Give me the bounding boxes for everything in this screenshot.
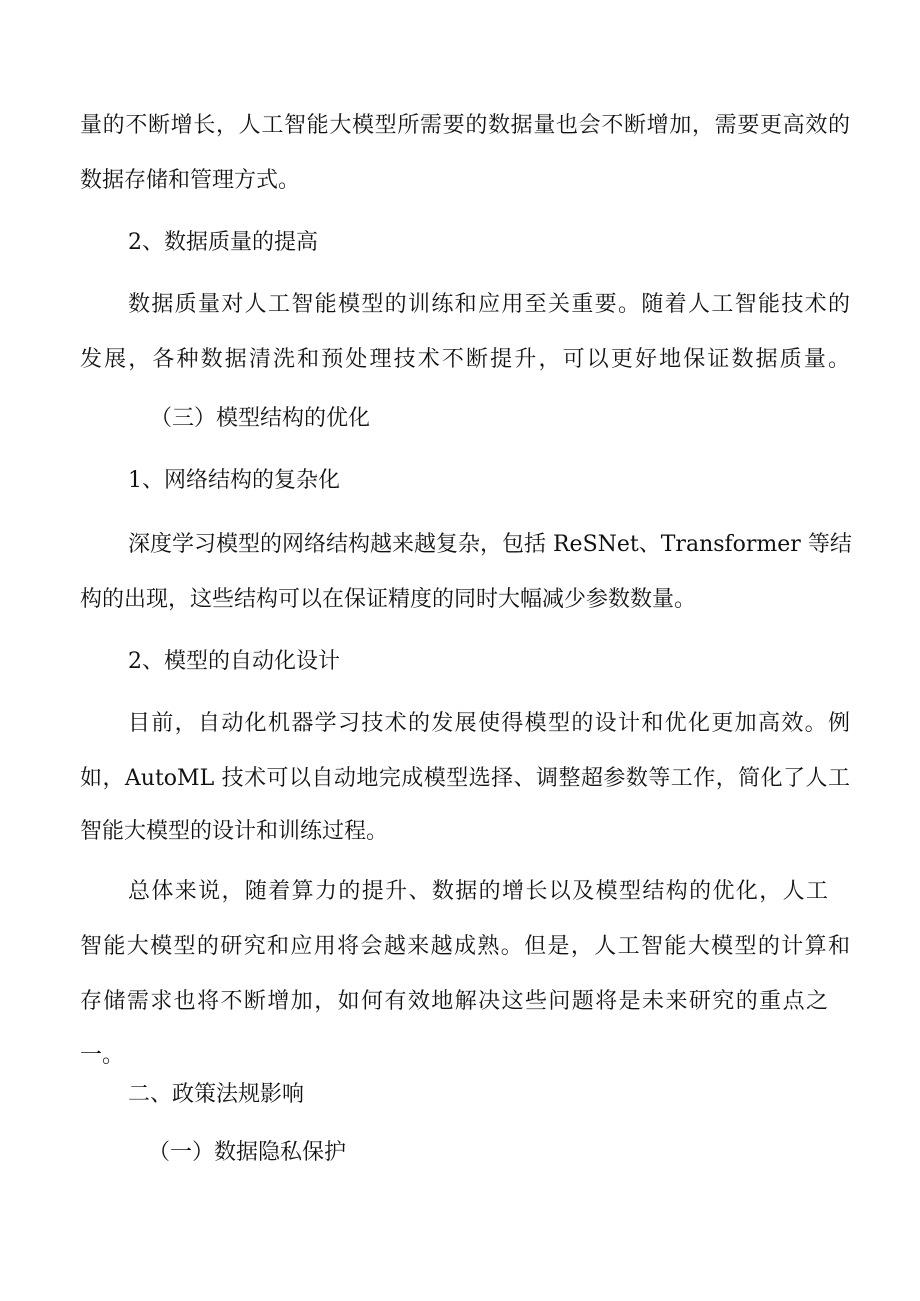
subsection-heading: （三）模型结构的优化 [150,406,371,431]
paragraph-line: 数据存储和管理方式。 [80,168,301,193]
paragraph-line: 目前，自动化机器学习技术的发展使得模型的设计和优化更加高效。例 [128,711,850,736]
paragraph-line: 如，AutoML 技术可以自动地完成模型选择、调整超参数等工作，简化了人工 [80,766,850,791]
section-heading: 1、网络结构的复杂化 [128,468,340,493]
paragraph-line: 智能大模型的研究和应用将会越来越成熟。但是，人工智能大模型的计算和 [80,934,850,959]
section-heading: 2、数据质量的提高 [128,230,318,255]
section-heading: 2、模型的自动化设计 [128,649,340,674]
paragraph-line: 发展，各种数据清洗和预处理技术不断提升，可以更好地保证数据质量。 [80,347,850,372]
paragraph-line: 智能大模型的设计和训练过程。 [80,819,389,844]
paragraph-line: 一。 [80,1043,125,1068]
paragraph-line: 深度学习模型的网络结构越来越复杂，包括 ReSNet、Transformer 等结 [128,532,852,557]
paragraph-line: 构的出现，这些结构可以在保证精度的同时大幅减少参数数量。 [80,587,697,612]
paragraph-line: 量的不断增长，人工智能大模型所需要的数据量也会不断增加，需要更高效的 [80,113,850,138]
paragraph-line: 存储需求也将不断增加，如何有效地解决这些问题将是未来研究的重点之 [80,989,828,1014]
subsection-heading: （一）数据隐私保护 [148,1140,347,1165]
chapter-heading: 二、政策法规影响 [128,1082,305,1107]
paragraph-line: 总体来说，随着算力的提升、数据的增长以及模型结构的优化，人工 [128,879,828,904]
paragraph-line: 数据质量对人工智能模型的训练和应用至关重要。随着人工智能技术的 [128,292,850,317]
